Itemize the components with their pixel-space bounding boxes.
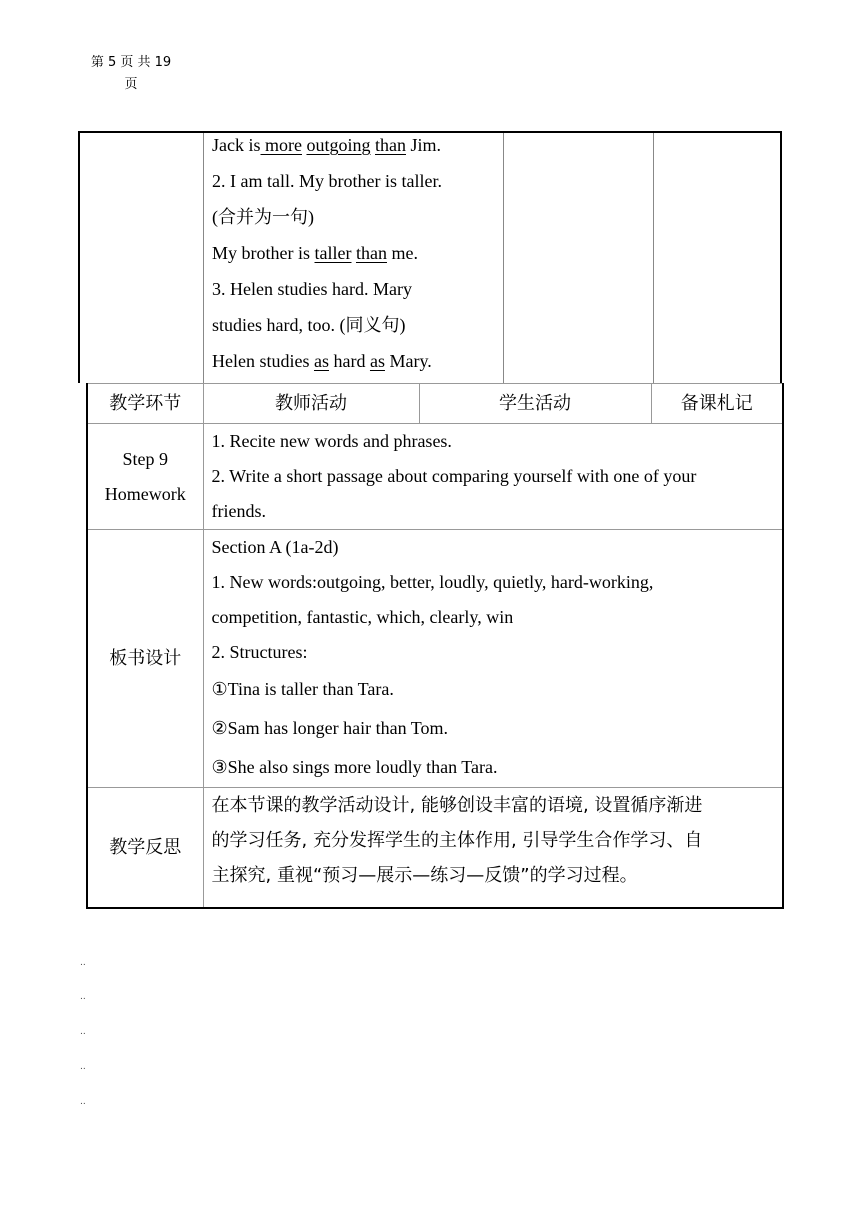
- example-sentence-3: Helen studies as hard as Mary.: [212, 351, 432, 371]
- homework-label: Step 9 Homework: [87, 424, 203, 530]
- example-sentence-2: My brother is taller than me.: [212, 243, 418, 263]
- page-number-line2: 页: [124, 77, 138, 92]
- reflection-row: [87, 788, 783, 908]
- board-new-words-cont: competition, fantastic, which, clearly, win: [211, 607, 514, 627]
- lesson-plan-table: [86, 383, 784, 909]
- header-teaching-step: 教学环节: [87, 384, 203, 424]
- header-row: [87, 384, 783, 424]
- exercise-2-instruction: (合并为一句): [212, 207, 314, 227]
- reflection-line-2: 的学习任务, 充分发挥学生的主体作用, 引导学生合作学习、自: [211, 830, 703, 851]
- column-divider: [503, 133, 504, 383]
- reflection-line-1: 在本节课的教学活动设计, 能够创设丰富的语境, 设置循序渐进: [211, 795, 703, 816]
- board-structure-2: ②Sam has longer hair than Tom.: [211, 718, 449, 738]
- header-student-activity: 学生活动: [419, 384, 651, 424]
- column-divider: [203, 133, 204, 383]
- board-new-words: 1. New words:outgoing, better, loudly, quietly, hard-working,: [211, 572, 654, 592]
- teacher-activity-continuation: [212, 133, 502, 385]
- page-number-line1: 第 5 页 共 19: [90, 55, 172, 70]
- homework-item-2: 2. Write a short passage about comparing yourself with one of your: [211, 466, 697, 486]
- board-design-content: [203, 530, 783, 788]
- reflection-line-3: 主探究, 重视“预习—展示—练习—反馈”的学习过程。: [211, 865, 638, 886]
- exercise-2: 2. I am tall. My brother is taller.: [212, 171, 442, 191]
- header-lesson-notes: 备课札记: [651, 384, 783, 424]
- reflection-label: 教学反思: [87, 788, 203, 908]
- board-structure-3: ③She also sings more loudly than Tara.: [211, 757, 498, 777]
- column-divider: [653, 133, 654, 383]
- paragraph-mark: ..: [80, 1097, 86, 1107]
- header-teacher-activity: 教师活动: [203, 384, 419, 424]
- exercise-3: 3. Helen studies hard. Mary: [212, 279, 412, 299]
- exercise-3-cont: studies hard, too. (同义句): [212, 315, 406, 335]
- example-sentence-1: Jack is more outgoing than Jim.: [212, 135, 442, 155]
- board-section-title: Section A (1a-2d): [211, 537, 339, 557]
- board-structure-1: ①Tina is taller than Tara.: [211, 679, 394, 699]
- board-structures-title: 2. Structures:: [211, 642, 308, 662]
- paragraph-mark: ..: [80, 992, 86, 1002]
- board-design-label: 板书设计: [87, 530, 203, 788]
- homework-row: [87, 424, 783, 530]
- paragraph-mark: ..: [80, 1027, 86, 1037]
- reflection-content: [203, 788, 783, 908]
- paragraph-mark: ..: [80, 958, 86, 968]
- homework-item-2-cont: friends.: [211, 501, 266, 521]
- homework-content: [203, 424, 783, 530]
- paragraph-mark: ..: [80, 1062, 86, 1072]
- page-number: [86, 52, 176, 96]
- continuation-table: [78, 131, 782, 383]
- board-design-row: [87, 530, 783, 788]
- homework-item-1: 1. Recite new words and phrases.: [211, 431, 452, 451]
